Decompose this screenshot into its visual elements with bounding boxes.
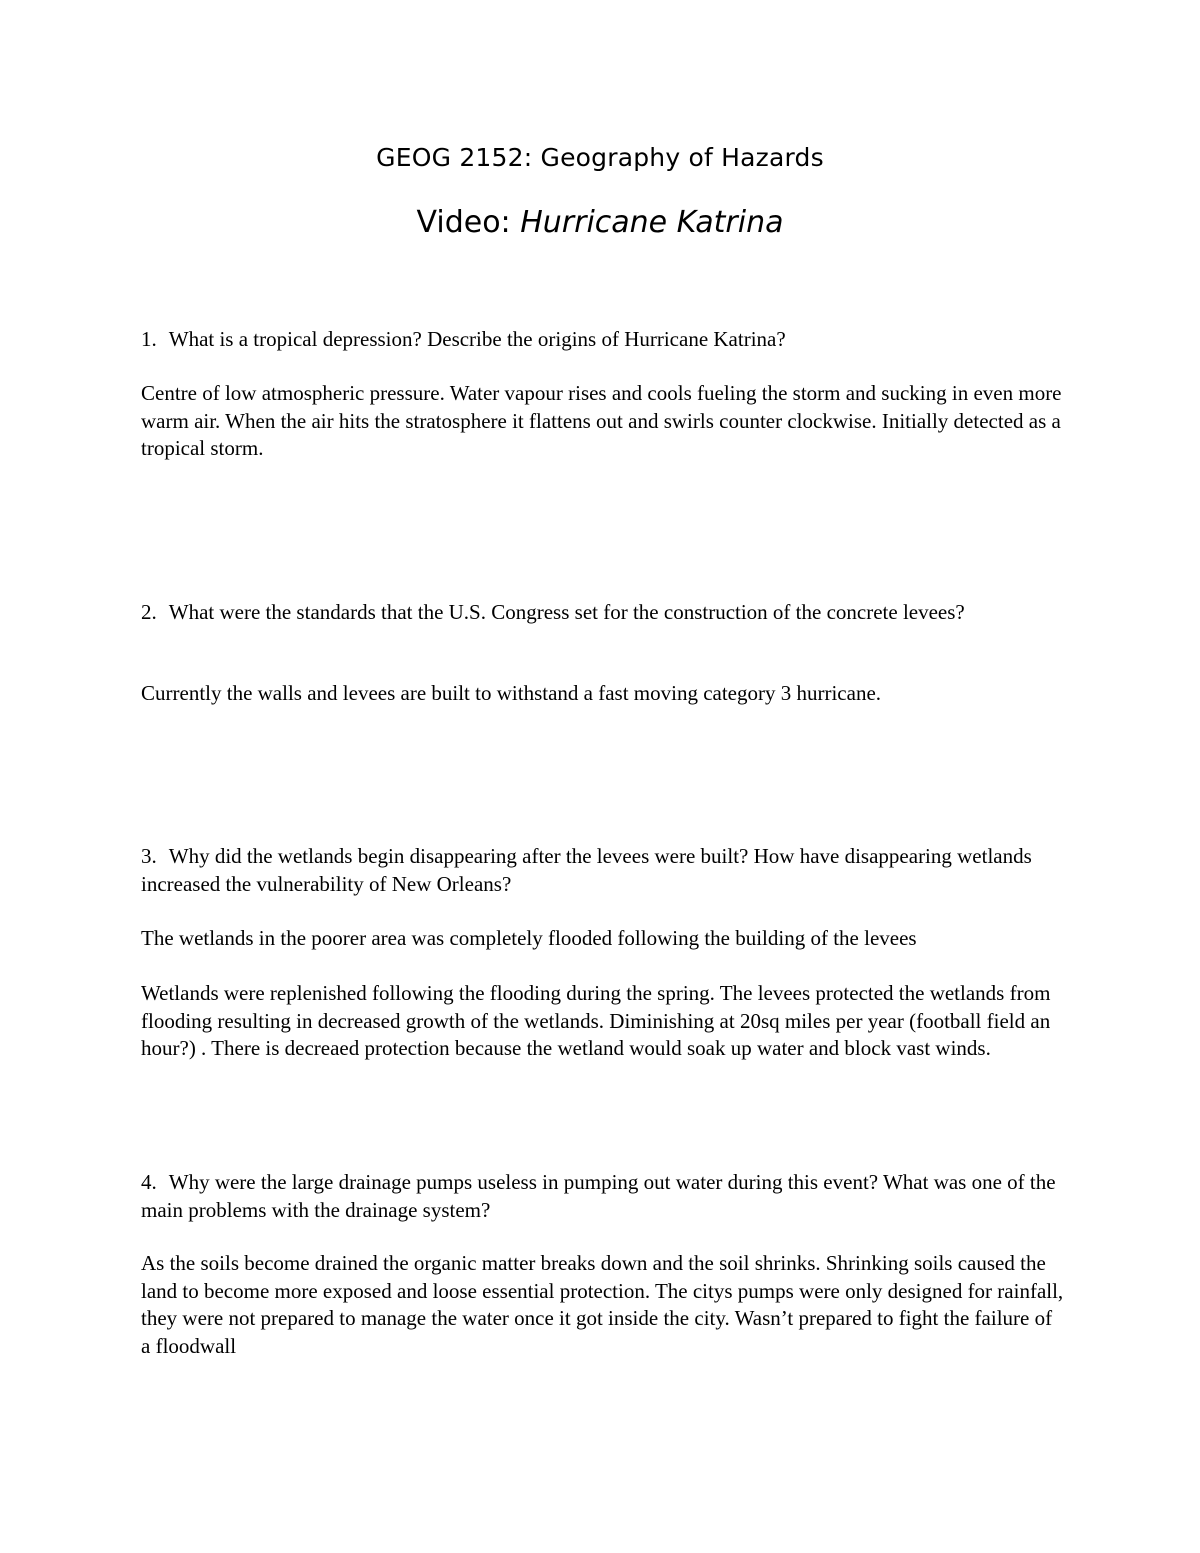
answer-3b: Wetlands were replenished following the flooding during the spring. The levees protected the wetlands from flooding resulting in decreased growth of the wetlands. Diminishing at 20sq miles per year (football field an hour?) . There is decreaed protection because the wetland would soak up water and block vast winds. xyxy=(141,981,1051,1060)
course-title: GEOG 2152: Geography of Hazards xyxy=(376,143,824,172)
video-title-line xyxy=(0,205,1200,240)
question-text: Why were the large drainage pumps useless in pumping out water during this event? What was one of the main problems with the drainage system? xyxy=(141,1170,1056,1222)
question-number: 2. xyxy=(141,600,157,624)
question-text: What were the standards that the U.S. Congress set for the construction of the concrete levees? xyxy=(168,600,965,624)
question-text: Why did the wetlands begin disappearing after the levees were built? How have disappearing wetlands increased the vulnerability of New Orleans? xyxy=(141,844,1032,896)
question-3 xyxy=(141,843,1066,898)
question-number: 4. xyxy=(141,1170,157,1194)
question-2 xyxy=(141,599,1066,627)
answer-4: As the soils become drained the organic matter breaks down and the soil shrinks. Shrinking soils caused the land to become more exposed and loose essential protection. The citys pumps were only designed for rainfall, they were not prepared to manage the water once it got inside the city. Wasn’t prepared to fight the failure of a floodwall xyxy=(141,1251,1064,1358)
answer-3a: The wetlands in the poorer area was completely flooded following the building of the levees xyxy=(141,926,917,950)
video-title: Hurricane Katrina xyxy=(520,205,784,240)
answer-2: Currently the walls and levees are built to withstand a fast moving category 3 hurricane. xyxy=(141,681,882,705)
answer-1: Centre of low atmospheric pressure. Water vapour rises and cools fueling the storm and sucking in even more warm air. When the air hits the stratosphere it flattens out and swirls counter clockwise. Initially detected as a tropical storm. xyxy=(141,381,1062,460)
video-prefix: Video: xyxy=(416,205,521,240)
question-4 xyxy=(141,1169,1066,1224)
question-number: 1. xyxy=(141,327,157,351)
question-number: 3. xyxy=(141,844,157,868)
question-text: What is a tropical depression? Describe the origins of Hurricane Katrina? xyxy=(168,327,786,351)
question-1 xyxy=(141,326,1066,354)
